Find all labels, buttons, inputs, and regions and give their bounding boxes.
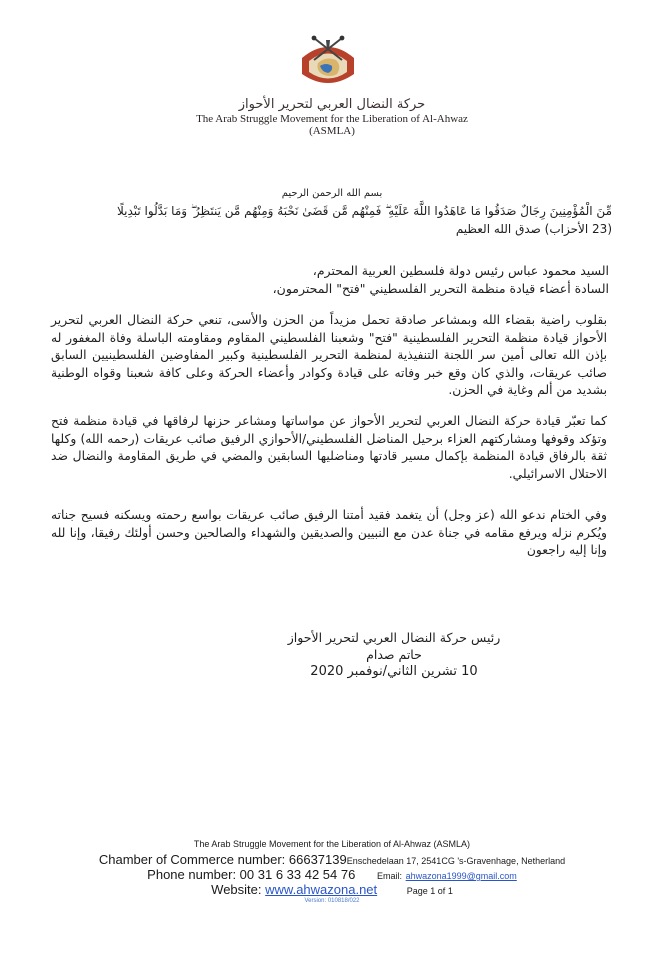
footer-chamber-line	[0, 852, 664, 867]
email-label: Email:	[376, 871, 402, 881]
paragraph-1: بقلوب راضية بقضاء الله وبمشاعر صادقة تحمل مزيداً من الحزن والأسى، تنعي حركة النضال العربي لتحرير الأحواز قيادة منظمة التحرير الفلسطينية "فتح" وشعبنا الفلسطيني المقاوم ومقاومته الباسلة وفاة المغفور له بإذن الله تعالى أمين سر اللجنة التنفيذية لمنظمة التحرير الفلسطينية وكبير المفاوضين الفلسطينيين السابق صائب عريقات، والذي كان وقع خبر وفاته على قيادة وكوادر وأعضاء الحركة وعلى كافة شعبنا وقواه الوطنية بشديد من ألم وغاية في الحزن.	[51, 313, 607, 397]
basmala: بسم الله الرحمن الرحيم	[281, 188, 383, 199]
paragraph-2: كما تعبّر قيادة حركة النضال العربي لتحرير الأحواز عن مواساتها ومشاعر حزنها لرفاقها في قيادة منظمة فتح وتؤكد وقوفها ومشاركتهم العزاء برحيل المناضل الفلسطيني/الأحوازي الرفيق صائب عريقات (رحمه الله) وكلها ثقة بالرفاق قيادة المنظمة بإكمال مسير قادتها ومناضليها السابقين والمضي في طريق المقاومة والنضال ضد الاحتلال الاسرائيلي.	[51, 414, 607, 481]
quran-verse	[42, 202, 612, 238]
signatory-name: حاتم صدام	[366, 647, 422, 662]
footer-address: Enschedelaan 17, 2541CG 's-Gravenhage, Netherland	[346, 856, 566, 866]
website-link[interactable]: www.ahwazona.net	[265, 882, 378, 897]
footer-website-line	[0, 882, 664, 897]
asmla-emblem-logo	[296, 30, 360, 94]
letter-date: 10 تشرين الثاني/نوفمبر 2020	[310, 664, 478, 679]
org-name-english: The Arab Struggle Movement for the Liberation of Al-Ahwaz	[196, 113, 468, 125]
addressee-block	[49, 262, 609, 298]
website-label: Website:	[211, 882, 262, 897]
footer-org-line: The Arab Struggle Movement for the Liberation of Al-Ahwaz (ASMLA)	[193, 839, 471, 849]
paragraph-3: وفي الختام ندعو الله (عز وجل) أن يتغمد فقيد أمتنا الرفيق صائب عريقات بواسع رحمته ويسكنه فسيح جناته ويُكرم نزله ويرفع مقامه في جناة عدن مع النبيين والصديقين والشهداء والصالحين وحسن أولئك رفيقا، وإنا لله وإنا إليه راجعون	[51, 508, 607, 557]
email-link[interactable]: ahwazona1999@gmail.com	[405, 871, 517, 881]
chamber-number: Chamber of Commerce number: 66637139	[98, 852, 347, 867]
phone-number: Phone number: 00 31 6 33 42 54 76	[147, 867, 356, 882]
addressee-line-1: السيد محمود عباس رئيس دولة فلسطين العربية المحترم،	[312, 263, 609, 278]
addressee-line-2: السادة أعضاء قيادة منظمة التحرير الفلسطيني "فتح" المحترمون،	[272, 281, 609, 296]
verse-reference: (23 الأحزاب) صدق الله العظيم	[455, 222, 612, 236]
org-abbreviation: (ASMLA)	[309, 125, 355, 137]
version-code: Version: 010818/022	[304, 898, 360, 904]
signatory-title: رئيس حركة النضال العربي لتحرير الأحواز	[287, 630, 501, 645]
signature-block	[184, 629, 604, 680]
page-number: Page 1 of 1	[406, 886, 453, 896]
verse-text: مِّنَ الْمُؤْمِنِينَ رِجَالٌ صَدَقُوا مَا عَاهَدُوا اللَّهَ عَلَيْهِ ۖ فَمِنْهُم مَّن قَضَىٰ نَحْبَهُ وَمِنْهُم مَّن يَنتَظِرُ ۖ وَمَا بَدَّلُوا تَبْدِيلًا	[116, 204, 612, 218]
footer-contact-line	[0, 867, 664, 882]
org-name-arabic: حركة النضال العربي لتحرير الأحواز	[238, 97, 426, 112]
